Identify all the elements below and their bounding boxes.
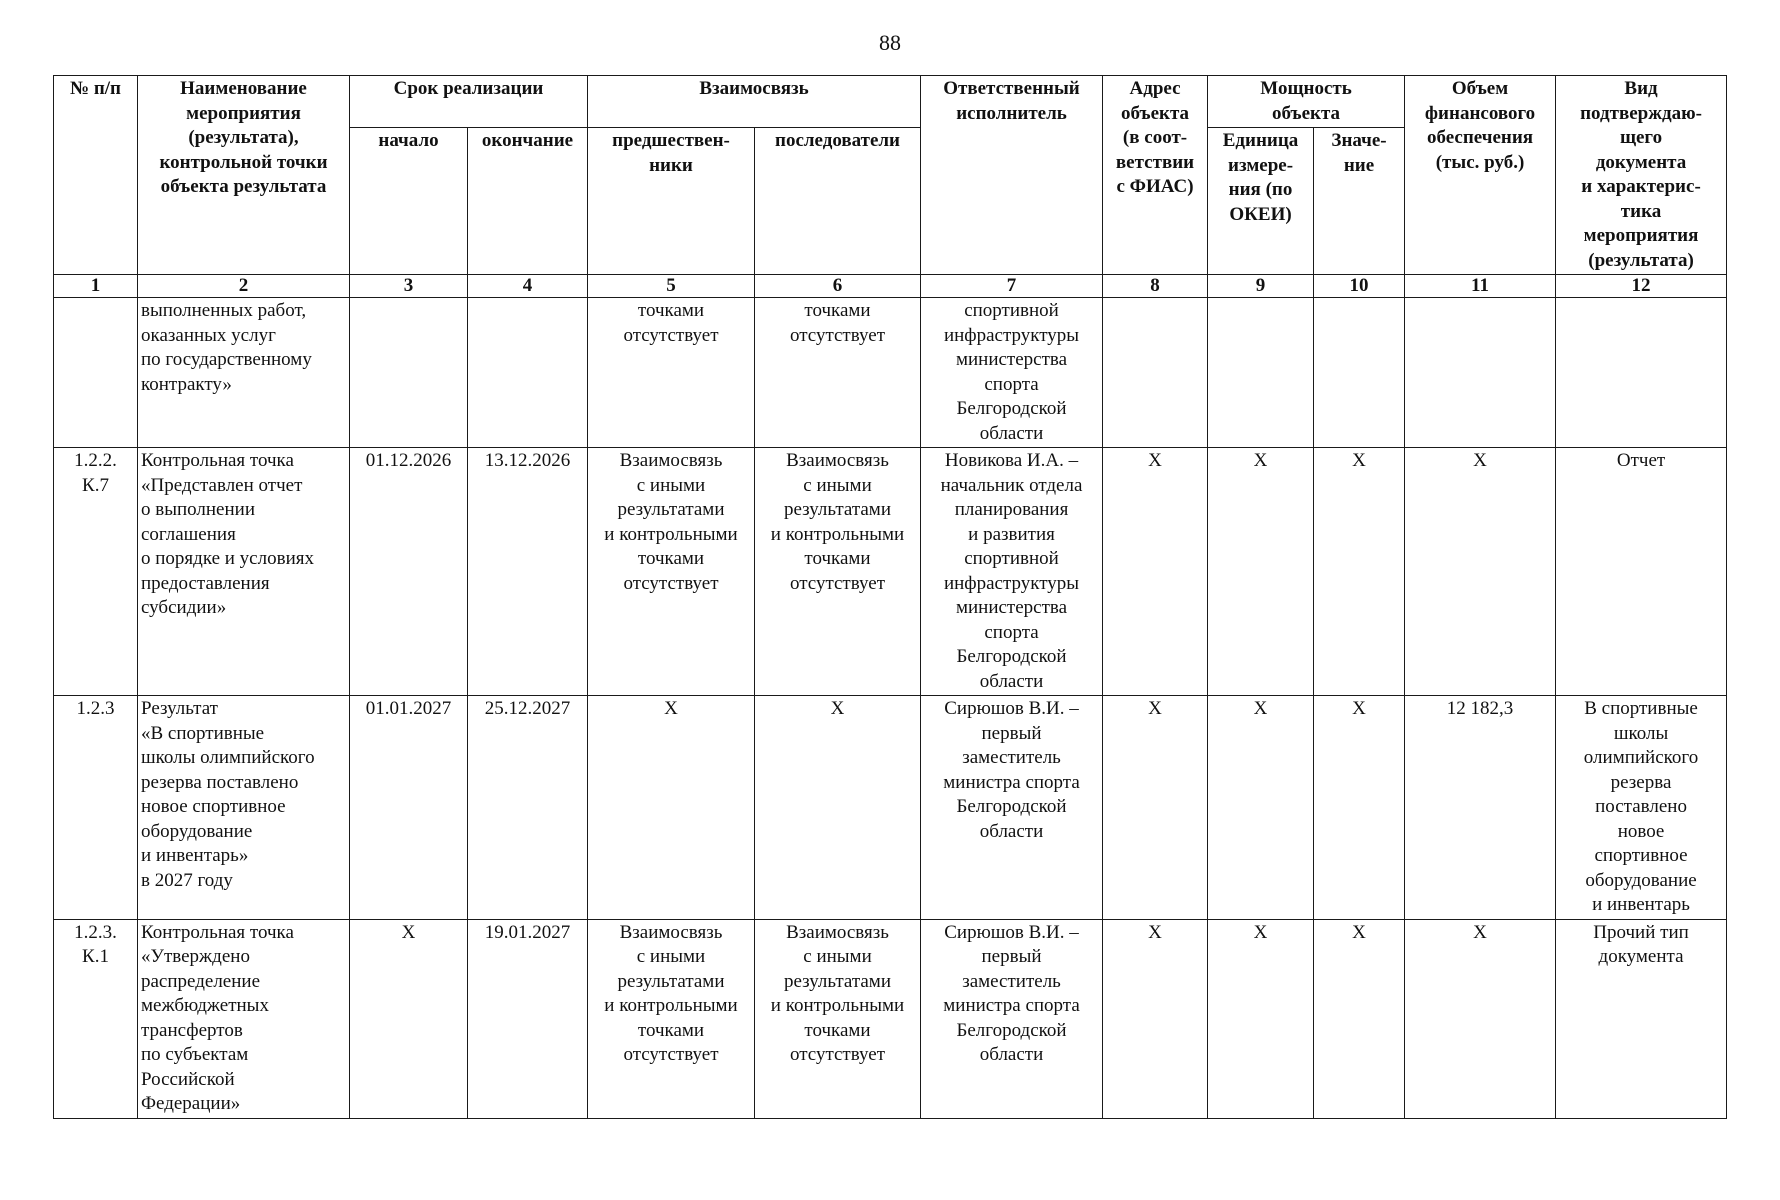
row-name: Контрольная точка «Представлен отчет о выполнении соглашения о порядке и условиях предоставления субсидии» (138, 448, 350, 696)
column-number: 12 (1556, 275, 1727, 298)
row-value: X (1314, 696, 1405, 920)
header-end: окончание (468, 128, 588, 275)
row-predecessors: точками отсутствует (588, 298, 755, 448)
header-responsible: Ответственный исполнитель (921, 76, 1103, 275)
row-start: 01.12.2026 (350, 448, 468, 696)
row-name: выполненных работ, оказанных услуг по государственному контракту» (138, 298, 350, 448)
table-row (54, 448, 1727, 696)
row-financing (1405, 298, 1556, 448)
row-name: Результат «В спортивные школы олимпийского резерва поставлено новое спортивное оборудование и инвентарь» в 2027 году (138, 696, 350, 920)
row-end (468, 298, 588, 448)
row-successors: Взаимосвязь с иными результатами и контрольными точками отсутствует (755, 919, 921, 1118)
header-value: Значе- ние (1314, 128, 1405, 275)
column-number: 9 (1208, 275, 1314, 298)
row-address: X (1103, 448, 1208, 696)
header-successors: последователи (755, 128, 921, 275)
table-row (54, 298, 1727, 448)
row-successors: Взаимосвязь с иными результатами и контрольными точками отсутствует (755, 448, 921, 696)
row-unit: X (1208, 448, 1314, 696)
row-num: 1.2.2. К.7 (54, 448, 138, 696)
header-term: Срок реализации (350, 76, 588, 128)
row-financing: X (1405, 448, 1556, 696)
header-start: начало (350, 128, 468, 275)
row-financing: 12 182,3 (1405, 696, 1556, 920)
row-num: 1.2.3 (54, 696, 138, 920)
header-num: № п/п (54, 76, 138, 275)
header-document: Вид подтверждаю- щего документа и характерис- тика мероприятия (результата) (1556, 76, 1727, 275)
row-address: X (1103, 919, 1208, 1118)
column-number: 6 (755, 275, 921, 298)
row-num (54, 298, 138, 448)
row-address (1103, 298, 1208, 448)
header-address: Адрес объекта (в соот- ветствии с ФИАС) (1103, 76, 1208, 275)
row-document: Прочий тип документа (1556, 919, 1727, 1118)
header-unit: Единица измере- ния (по ОКЕИ) (1208, 128, 1314, 275)
row-end: 25.12.2027 (468, 696, 588, 920)
row-document: В спортивные школы олимпийского резерва поставлено новое спортивное оборудование и инвентарь (1556, 696, 1727, 920)
header-name: Наименование мероприятия (результата), контрольной точки объекта результата (138, 76, 350, 275)
table-row (54, 696, 1727, 920)
row-unit (1208, 298, 1314, 448)
column-number: 10 (1314, 275, 1405, 298)
row-name: Контрольная точка «Утверждено распределение межбюджетных трансфертов по субъектам Российской Федерации» (138, 919, 350, 1118)
row-unit: X (1208, 696, 1314, 920)
row-responsible: Сирюшов В.И. – первый заместитель министра спорта Белгородской области (921, 696, 1103, 920)
row-value (1314, 298, 1405, 448)
row-responsible: спортивной инфраструктуры министерства спорта Белгородской области (921, 298, 1103, 448)
row-document (1556, 298, 1727, 448)
row-start: X (350, 919, 468, 1118)
row-unit: X (1208, 919, 1314, 1118)
table-row (54, 919, 1727, 1118)
column-number: 3 (350, 275, 468, 298)
row-successors: X (755, 696, 921, 920)
row-document: Отчет (1556, 448, 1727, 696)
row-end: 19.01.2027 (468, 919, 588, 1118)
column-number: 7 (921, 275, 1103, 298)
row-predecessors: X (588, 696, 755, 920)
plan-table (53, 75, 1727, 1119)
row-predecessors: Взаимосвязь с иными результатами и контрольными точками отсутствует (588, 919, 755, 1118)
row-financing: X (1405, 919, 1556, 1118)
header-link: Взаимосвязь (588, 76, 921, 128)
row-predecessors: Взаимосвязь с иными результатами и контрольными точками отсутствует (588, 448, 755, 696)
row-end: 13.12.2026 (468, 448, 588, 696)
row-responsible: Сирюшов В.И. – первый заместитель министра спорта Белгородской области (921, 919, 1103, 1118)
column-number: 1 (54, 275, 138, 298)
row-value: X (1314, 448, 1405, 696)
row-address: X (1103, 696, 1208, 920)
column-number: 8 (1103, 275, 1208, 298)
header-predecessors: предшествен- ники (588, 128, 755, 275)
page-number: 88 (879, 30, 901, 55)
header-power: Мощность объекта (1208, 76, 1405, 128)
column-number: 5 (588, 275, 755, 298)
row-responsible: Новикова И.А. – начальник отдела планирования и развития спортивной инфраструктуры министерства спорта Белгородской области (921, 448, 1103, 696)
row-start (350, 298, 468, 448)
row-num: 1.2.3. К.1 (54, 919, 138, 1118)
column-number: 4 (468, 275, 588, 298)
column-numbers-row (54, 275, 1727, 298)
column-number: 11 (1405, 275, 1556, 298)
row-successors: точками отсутствует (755, 298, 921, 448)
header-row-1 (54, 76, 1727, 128)
column-number: 2 (138, 275, 350, 298)
row-value: X (1314, 919, 1405, 1118)
header-financing: Объем финансового обеспечения (тыс. руб.) (1405, 76, 1556, 275)
row-start: 01.01.2027 (350, 696, 468, 920)
